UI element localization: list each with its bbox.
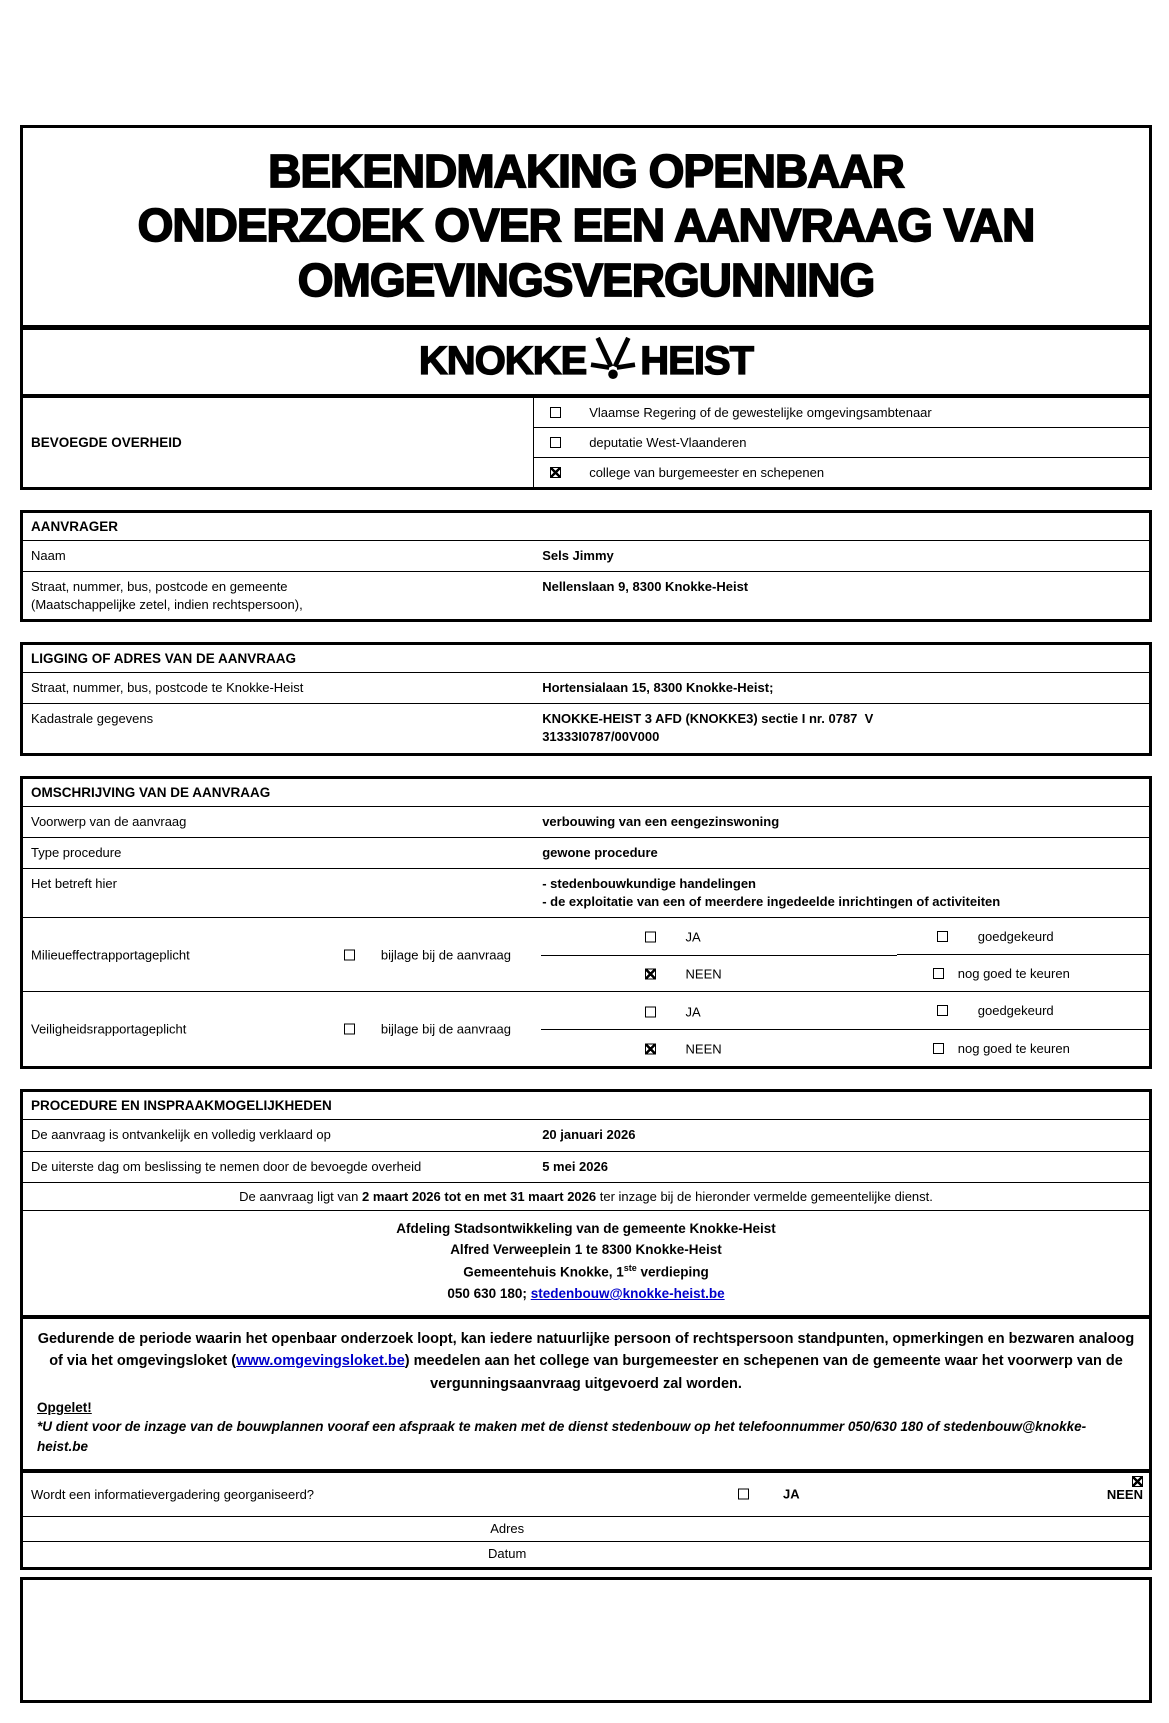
checkbox-college[interactable] bbox=[550, 467, 561, 478]
checkbox-milieueffect-bijlage[interactable] bbox=[344, 949, 355, 960]
naam-value: Sels Jimmy bbox=[542, 547, 614, 563]
bezwaar-paragraaf bbox=[23, 1319, 1149, 1473]
voorwerp-label: Voorwerp van de aanvraag bbox=[31, 813, 187, 829]
datum-row: Datum bbox=[488, 1545, 527, 1561]
omschrijving-header: OMSCHRIJVING VAN DE AANVRAAG bbox=[23, 779, 1149, 807]
checkbox-vlaamse-regering[interactable] bbox=[550, 407, 561, 418]
omgevingsloket-link[interactable]: www.omgevingsloket.be bbox=[236, 1353, 405, 1370]
type-procedure-value: gewone procedure bbox=[542, 844, 658, 860]
checkbox-milieueffect-ja[interactable] bbox=[645, 932, 656, 943]
veiligheid-row bbox=[23, 992, 1149, 1066]
uiterste-dag-label: De uiterste dag om beslissing te nemen door de bevoegde overheid bbox=[31, 1158, 422, 1174]
milieueffect-neen: NEEN bbox=[645, 966, 722, 981]
ligging-straat-row bbox=[23, 673, 1149, 704]
checkbox-milieueffect-goedgekeurd[interactable] bbox=[937, 931, 948, 942]
seagull-icon bbox=[588, 336, 638, 380]
aanvrager-adres-value: Nellenslaan 9, 8300 Knokke-Heist bbox=[542, 578, 749, 594]
veiligheid-bijlage: bijlage bij de aanvraag bbox=[344, 1022, 511, 1037]
ligging-straat-value: Hortensialaan 15, 8300 Knokke-Heist; bbox=[542, 680, 774, 696]
dienst-adres: Alfred Verweeplein 1 te 8300 Knokke-Heist bbox=[450, 1242, 722, 1258]
ontvankelijk-label: De aanvraag is ontvankelijk en volledig verklaard op bbox=[31, 1127, 331, 1143]
checkbox-milieueffect-neen[interactable] bbox=[645, 968, 656, 979]
remarks-empty-box bbox=[20, 1577, 1152, 1703]
inzage-periode: De aanvraag ligt van 2 maart 2026 tot en met 31 maart 2026 ter inzage bij de hieronder vermelde gemeentelijke dienst. bbox=[23, 1183, 1149, 1211]
type-procedure-label: Type procedure bbox=[31, 844, 122, 860]
bezwaar-tekst: Gedurende de periode waarin het openbaar onderzoek loopt, kan iedere natuurlijke persoon of rechtspersoon standpunten, opmerkingen en bezwaren analoog of via het omgevingsloket (www.omgevingsloket.be) meedelen aan het college van burgemeester en schepenen van de gemeente waar het voorwerp van de vergunningsaanvraag uitgevoerd zal worden. bbox=[37, 1330, 1135, 1392]
aanvrager-adres-label: Straat, nummer, bus, postcode en gemeente (Maatschappelijke zetel, indien rechtspersoon), bbox=[31, 578, 303, 612]
ligging-section bbox=[20, 642, 1152, 756]
milieueffect-goedgekeurd: goedgekeurd bbox=[897, 918, 1149, 955]
checkbox-veiligheid-neen[interactable] bbox=[645, 1043, 656, 1054]
checkbox-veiligheid-bijlage[interactable] bbox=[344, 1024, 355, 1035]
rule-line bbox=[541, 955, 897, 956]
voorwerp-row bbox=[23, 807, 1149, 838]
bevoegde-overheid-label: BEVOEGDE OVERHEID bbox=[23, 398, 534, 487]
logo-text-heist: HEIST bbox=[640, 338, 754, 383]
type-procedure-row bbox=[23, 838, 1149, 869]
ontvankelijk-value: 20 januari 2026 bbox=[542, 1127, 636, 1143]
ontvankelijk-row bbox=[23, 1120, 1149, 1151]
option-deputatie bbox=[534, 428, 1149, 458]
title-line-2: ONDERZOEK OVER EEN AANVRAAG VAN bbox=[137, 199, 1035, 252]
opgelet-notitie: *U dient voor de inzage van de bouwplannen vooraf een afspraak te maken met de dienst stedenbouw op het telefoonnummer 050/630 180 of stedenbouw@knokke-heist.be bbox=[37, 1419, 1087, 1455]
aanvrager-header: AANVRAGER bbox=[23, 513, 1149, 541]
dienst-telefoon: 050 630 180; stedenbouw@knokke-heist.be bbox=[447, 1286, 725, 1302]
betreft-value: - stedenbouwkundige handelingen - de exploitatie van een of meerdere ingedeelde inrichtingen of activiteiten bbox=[542, 876, 1001, 910]
voorwerp-value: verbouwing van een eengezinswoning bbox=[542, 813, 780, 829]
checkbox-milieueffect-nog-goed[interactable] bbox=[933, 968, 944, 979]
betreft-row bbox=[23, 869, 1149, 918]
ligging-header: LIGGING OF ADRES VAN DE AANVRAAG bbox=[23, 645, 1149, 673]
bevoegde-overheid-section bbox=[23, 398, 1149, 487]
veiligheid-approval bbox=[897, 992, 1149, 1066]
procedure-header: PROCEDURE EN INSPRAAKMOGELIJKHEDEN bbox=[23, 1092, 1149, 1120]
checkbox-info-neen[interactable] bbox=[1132, 1476, 1143, 1487]
option-label: college van burgemeester en schepenen bbox=[589, 464, 825, 480]
dienst-contact-block bbox=[23, 1211, 1149, 1319]
logo-text-knokke: KNOKKE bbox=[418, 338, 587, 383]
naam-row bbox=[23, 541, 1149, 572]
veiligheid-neen: NEEN bbox=[645, 1041, 722, 1056]
checkbox-veiligheid-goedgekeurd[interactable] bbox=[937, 1005, 948, 1016]
checkbox-veiligheid-nog-goed[interactable] bbox=[933, 1043, 944, 1054]
informatievergadering-vraag: Wordt een informatievergadering georganiseerd? bbox=[31, 1486, 315, 1502]
naam-label: Naam bbox=[31, 547, 66, 563]
email-link[interactable]: stedenbouw@knokke-heist.be bbox=[530, 1286, 725, 1302]
rule-line bbox=[541, 1029, 897, 1030]
milieueffect-ja: JA bbox=[645, 930, 701, 945]
milieueffect-row bbox=[23, 918, 1149, 992]
opgelet-kop: Opgelet! bbox=[37, 1400, 92, 1416]
betreft-label: Het betreft hier bbox=[31, 876, 117, 892]
veiligheid-ja: JA bbox=[645, 1004, 701, 1019]
checkbox-deputatie[interactable] bbox=[550, 437, 561, 448]
veiligheid-label: Veiligheidsrapportageplicht bbox=[31, 1021, 187, 1037]
empty-area bbox=[23, 1580, 1149, 1700]
informatievergadering-row bbox=[23, 1473, 1149, 1517]
announcement-document bbox=[20, 125, 1152, 1723]
checkbox-info-ja[interactable] bbox=[738, 1489, 749, 1500]
dienst-locatie: Gemeentehuis Knokke, 1ste verdieping bbox=[463, 1262, 709, 1280]
adres-row: Adres bbox=[23, 1517, 1149, 1542]
uiterste-dag-row bbox=[23, 1152, 1149, 1183]
veiligheid-nog-goed: nog goed te keuren bbox=[897, 1030, 1149, 1067]
milieueffect-label: Milieueffectrapportageplicht bbox=[31, 947, 190, 963]
veiligheid-goedgekeurd: goedgekeurd bbox=[897, 992, 1149, 1030]
header-box bbox=[20, 125, 1152, 490]
milieueffect-approval bbox=[897, 918, 1149, 991]
option-college bbox=[534, 458, 1149, 487]
procedure-section bbox=[20, 1089, 1152, 1569]
informatievergadering-neen: NEEN bbox=[1107, 1476, 1143, 1504]
ligging-straat-label: Straat, nummer, bus, postcode te Knokke-Heist bbox=[31, 680, 304, 696]
milieueffect-bijlage: bijlage bij de aanvraag bbox=[344, 947, 511, 962]
aanvrager-section bbox=[20, 510, 1152, 622]
title-line-1: BEKENDMAKING OPENBAAR bbox=[268, 145, 904, 197]
municipality-logo bbox=[23, 330, 1149, 398]
option-label: deputatie West-Vlaanderen bbox=[589, 434, 747, 450]
document-title bbox=[23, 128, 1149, 330]
kadaster-label: Kadastrale gegevens bbox=[31, 711, 154, 727]
kadaster-row bbox=[23, 704, 1149, 752]
option-vlaamse-regering bbox=[534, 398, 1149, 428]
uiterste-dag-value: 5 mei 2026 bbox=[542, 1158, 608, 1174]
option-label: Vlaamse Regering of de gewestelijke omgevingsambtenaar bbox=[589, 404, 932, 420]
title-line-3: OMGEVINGSVERGUNNING bbox=[297, 253, 875, 306]
dienst-naam: Afdeling Stadsontwikkeling van de gemeente Knokke-Heist bbox=[396, 1220, 776, 1236]
inzage-datums: 2 maart 2026 tot en met 31 maart 2026 bbox=[361, 1188, 597, 1204]
omschrijving-section bbox=[20, 776, 1152, 1070]
checkbox-veiligheid-ja[interactable] bbox=[645, 1006, 656, 1017]
milieueffect-nog-goed: nog goed te keuren bbox=[897, 955, 1149, 991]
bevoegde-overheid-options bbox=[534, 398, 1149, 487]
aanvrager-adres-row bbox=[23, 572, 1149, 619]
kadaster-value: KNOKKE-HEIST 3 AFD (KNOKKE3) sectie I nr. 0787 V 31333I0787/00V000 bbox=[542, 711, 874, 745]
informatievergadering-ja: JA bbox=[738, 1487, 800, 1502]
